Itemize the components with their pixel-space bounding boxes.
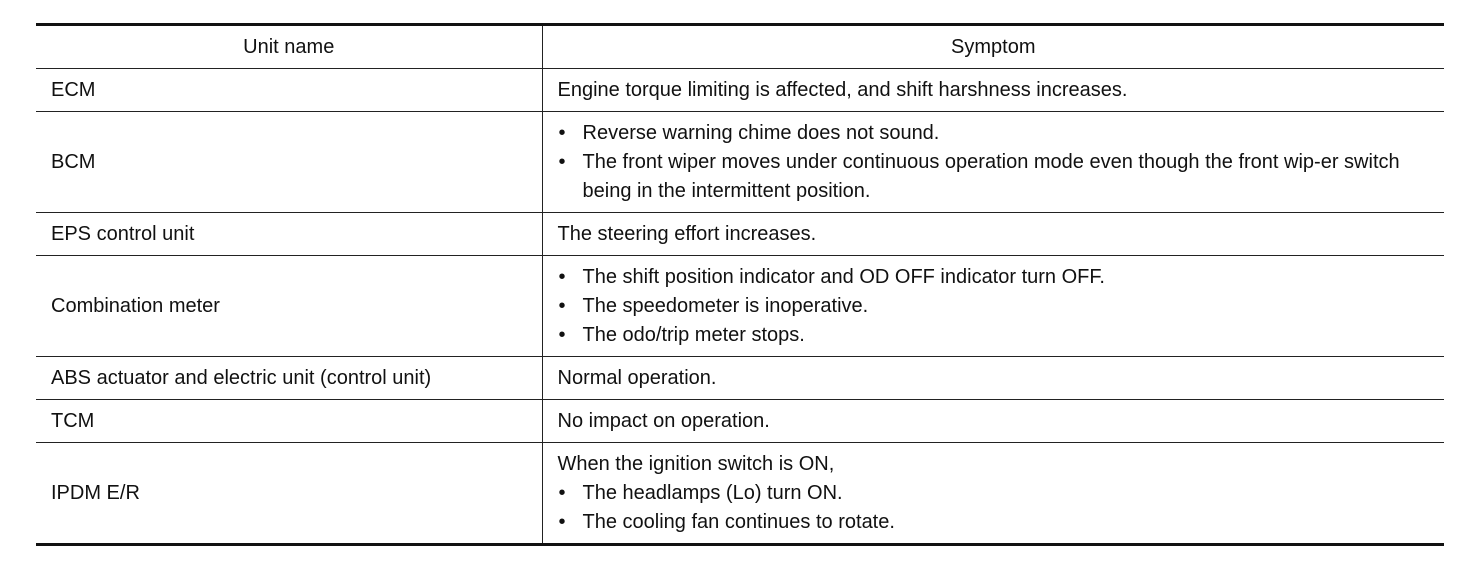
bullet-marker: •	[558, 265, 566, 288]
symptom-cell	[542, 357, 1444, 400]
bullet-marker: •	[558, 121, 566, 144]
bullet-marker: •	[558, 150, 566, 173]
table-row	[36, 213, 1444, 256]
symptom-cell	[542, 443, 1444, 545]
symptom-bullet-text: The speedometer is inoperative.	[582, 294, 869, 317]
symptom-bullet-item	[558, 508, 1441, 537]
table-row	[36, 112, 1444, 213]
unit-name-cell: ABS actuator and electric unit (control unit)	[36, 357, 542, 400]
bullet-marker: •	[558, 294, 566, 317]
symptom-bullet-item	[558, 148, 1441, 206]
header-row	[36, 25, 1444, 69]
unit-name-cell: Combination meter	[36, 256, 542, 357]
table-row	[36, 357, 1444, 400]
bullet-marker: •	[558, 481, 566, 504]
symptom-cell	[542, 256, 1444, 357]
table-row	[36, 69, 1444, 112]
unit-name-cell: TCM	[36, 400, 542, 443]
bullet-marker: •	[558, 323, 566, 346]
symptom-bullet-list	[558, 263, 1441, 350]
symptom-bullet-text: The front wiper moves under continuous operation mode even though the front wip-er switch being in the intermittent position.	[582, 150, 1400, 202]
unit-name-cell: IPDM E/R	[36, 443, 542, 545]
symptom-cell	[542, 213, 1444, 256]
symptom-bullet-text: The headlamps (Lo) turn ON.	[582, 481, 843, 504]
table-row	[36, 443, 1444, 545]
symptom-cell	[542, 112, 1444, 213]
symptom-table	[36, 23, 1444, 546]
symptom-text: Normal operation.	[557, 366, 717, 389]
table-row	[36, 256, 1444, 357]
symptom-text: The steering effort increases.	[557, 222, 817, 245]
unit-name-cell: ECM	[36, 69, 542, 112]
header-unit-name: Unit name	[36, 25, 542, 69]
symptom-bullet-text: The odo/trip meter stops.	[582, 323, 805, 346]
bullet-marker: •	[558, 510, 566, 533]
symptom-bullet-item	[558, 479, 1441, 508]
symptom-bullet-item	[558, 292, 1441, 321]
symptom-bullet-item	[558, 321, 1441, 350]
symptom-bullet-text: Reverse warning chime does not sound.	[582, 121, 940, 144]
symptom-bullet-item	[558, 119, 1441, 148]
symptom-cell	[542, 400, 1444, 443]
symptom-bullet-item	[558, 263, 1441, 292]
symptom-text: Engine torque limiting is affected, and shift harshness increases.	[557, 78, 1128, 101]
symptom-bullet-list	[558, 479, 1441, 537]
symptom-bullet-text: The cooling fan continues to rotate.	[582, 510, 895, 533]
symptom-intro-text: When the ignition switch is ON,	[557, 452, 835, 475]
symptom-bullet-text: The shift position indicator and OD OFF indicator turn OFF.	[582, 265, 1105, 288]
unit-name-cell: EPS control unit	[36, 213, 542, 256]
table-row	[36, 400, 1444, 443]
header-symptom: Symptom	[542, 25, 1444, 69]
symptom-cell	[542, 69, 1444, 112]
symptom-text: No impact on operation.	[557, 409, 770, 432]
symptom-bullet-list	[558, 119, 1441, 206]
unit-name-cell: BCM	[36, 112, 542, 213]
